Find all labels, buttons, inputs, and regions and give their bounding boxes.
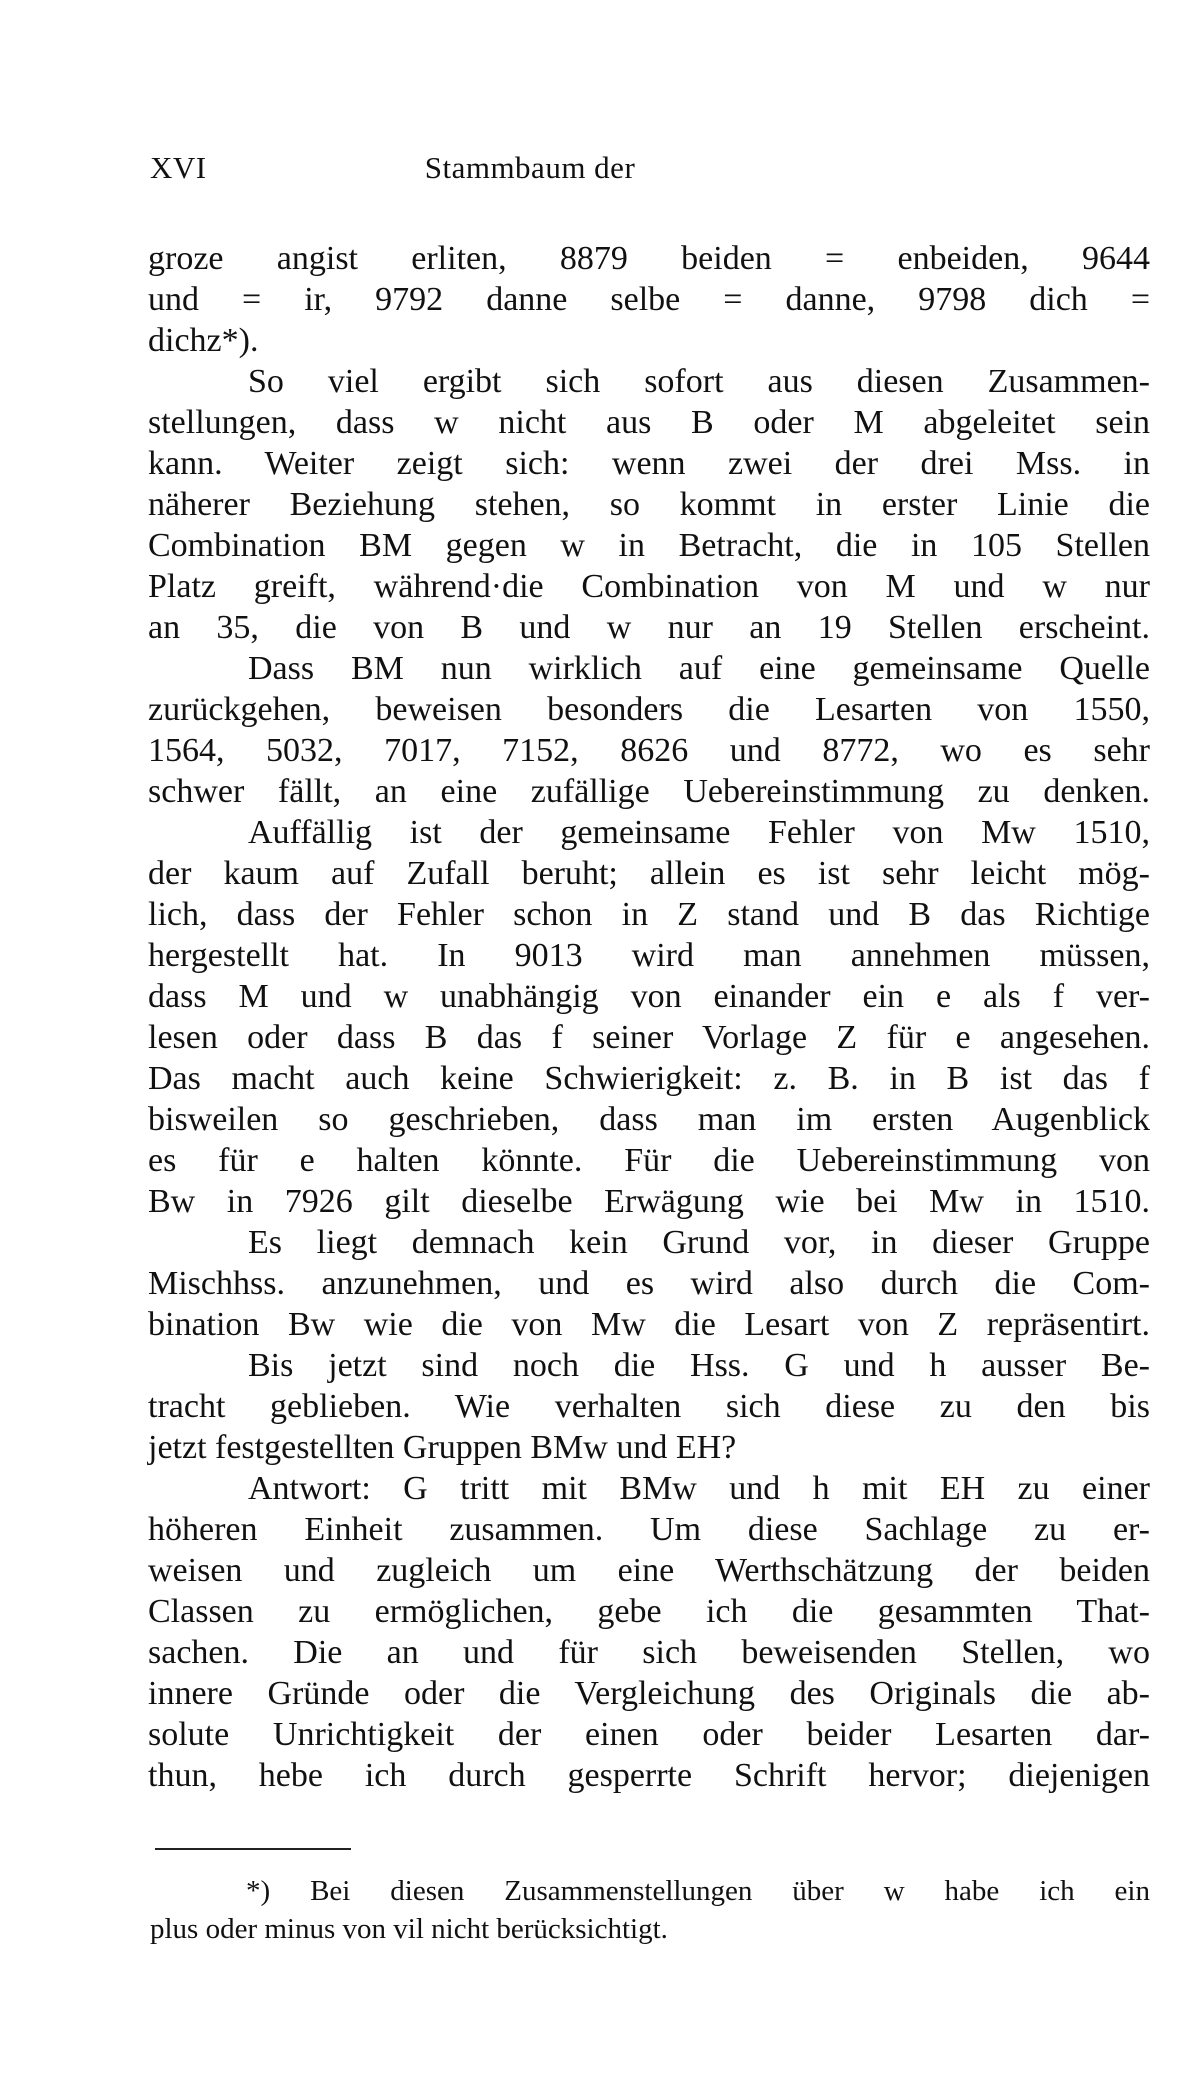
footnote — [150, 1872, 1150, 1948]
text-line: bination Bw wie die von Mw die Lesart von Z repräsentirt. — [148, 1306, 1150, 1343]
text-line: dass M und w unabhängig von einander ein e als f ver- — [148, 978, 1150, 1015]
text-line: stellungen, dass w nicht aus B oder M abgeleitet sein — [148, 404, 1150, 441]
page-number: XVI — [150, 150, 207, 185]
text-line: lesen oder dass B das f seiner Vorlage Z für e angesehen. — [148, 1019, 1150, 1056]
footnote-divider — [155, 1848, 351, 1850]
text-line: näherer Beziehung stehen, so kommt in erster Linie die — [148, 486, 1150, 523]
text-line: weisen und zugleich um eine Werthschätzung der beiden — [148, 1552, 1150, 1589]
text-line: Combination BM gegen w in Betracht, die in 105 Stellen — [148, 527, 1150, 564]
text-line: sachen. Die an und für sich beweisenden Stellen, wo — [148, 1634, 1150, 1671]
text-line: Auffällig ist der gemeinsame Fehler von Mw 1510, — [248, 814, 1150, 851]
text-line: lich, dass der Fehler schon in Z stand und B das Richtige — [148, 896, 1150, 933]
running-title: Stammbaum der — [424, 150, 636, 185]
text-line: schwer fällt, an eine zufällige Uebereinstimmung zu denken. — [148, 773, 1150, 810]
text-line: der kaum auf Zufall beruht; allein es ist sehr leicht mög- — [148, 855, 1150, 892]
text-line: thun, hebe ich durch gesperrte Schrift hervor; diejenigen — [148, 1757, 1150, 1794]
text-line: dichz*). — [148, 322, 259, 359]
text-line: tracht geblieben. Wie verhalten sich diese zu den bis — [148, 1388, 1150, 1425]
text-line: zurückgehen, beweisen besonders die Lesarten von 1550, — [148, 691, 1150, 728]
text-line: Antwort: G tritt mit BMw und h mit EH zu einer — [248, 1470, 1150, 1507]
text-line: Dass BM nun wirklich auf eine gemeinsame Quelle — [248, 650, 1150, 687]
text-line: bisweilen so geschrieben, dass man im ersten Augenblick — [148, 1101, 1150, 1138]
footnote-line: *) Bei diesen Zusammenstellungen über w habe ich ein — [246, 1875, 1150, 1907]
text-line: höheren Einheit zusammen. Um diese Sachlage zu er- — [148, 1511, 1150, 1548]
body-text — [148, 238, 1150, 1796]
text-line: Bis jetzt sind noch die Hss. G und h ausser Be- — [248, 1347, 1150, 1384]
text-line: Platz greift, während·die Combination von M und w nur — [148, 568, 1150, 605]
text-line: Es liegt demnach kein Grund vor, in dieser Gruppe — [248, 1224, 1150, 1261]
text-line: und = ir, 9792 danne selbe = danne, 9798 dich = — [148, 281, 1150, 318]
text-line: kann. Weiter zeigt sich: wenn zwei der drei Mss. in — [148, 445, 1150, 482]
text-line: Das macht auch keine Schwierigkeit: z. B. in B ist das f — [148, 1060, 1150, 1097]
text-line: an 35, die von B und w nur an 19 Stellen erscheint. — [148, 609, 1150, 646]
text-line: So viel ergibt sich sofort aus diesen Zusammen- — [248, 363, 1150, 400]
text-line: Mischhss. anzunehmen, und es wird also durch die Com- — [148, 1265, 1150, 1302]
text-line: es für e halten könnte. Für die Uebereinstimmung von — [148, 1142, 1150, 1179]
text-line: groze angist erliten, 8879 beiden = enbeiden, 9644 — [148, 240, 1150, 277]
text-line: Bw in 7926 gilt dieselbe Erwägung wie bei Mw in 1510. — [148, 1183, 1150, 1220]
text-line: jetzt festgestellten Gruppen BMw und EH? — [148, 1429, 737, 1466]
text-line: innere Gründe oder die Vergleichung des Originals die ab- — [148, 1675, 1150, 1712]
footnote-line: plus oder minus von vil nicht berücksichtigt. — [150, 1913, 668, 1945]
text-line: hergestellt hat. In 9013 wird man annehmen müssen, — [148, 937, 1150, 974]
text-line: Classen zu ermöglichen, gebe ich die gesammten That- — [148, 1593, 1150, 1630]
text-line: 1564, 5032, 7017, 7152, 8626 und 8772, wo es sehr — [148, 732, 1150, 769]
text-line: solute Unrichtigkeit der einen oder beider Lesarten dar- — [148, 1716, 1150, 1753]
